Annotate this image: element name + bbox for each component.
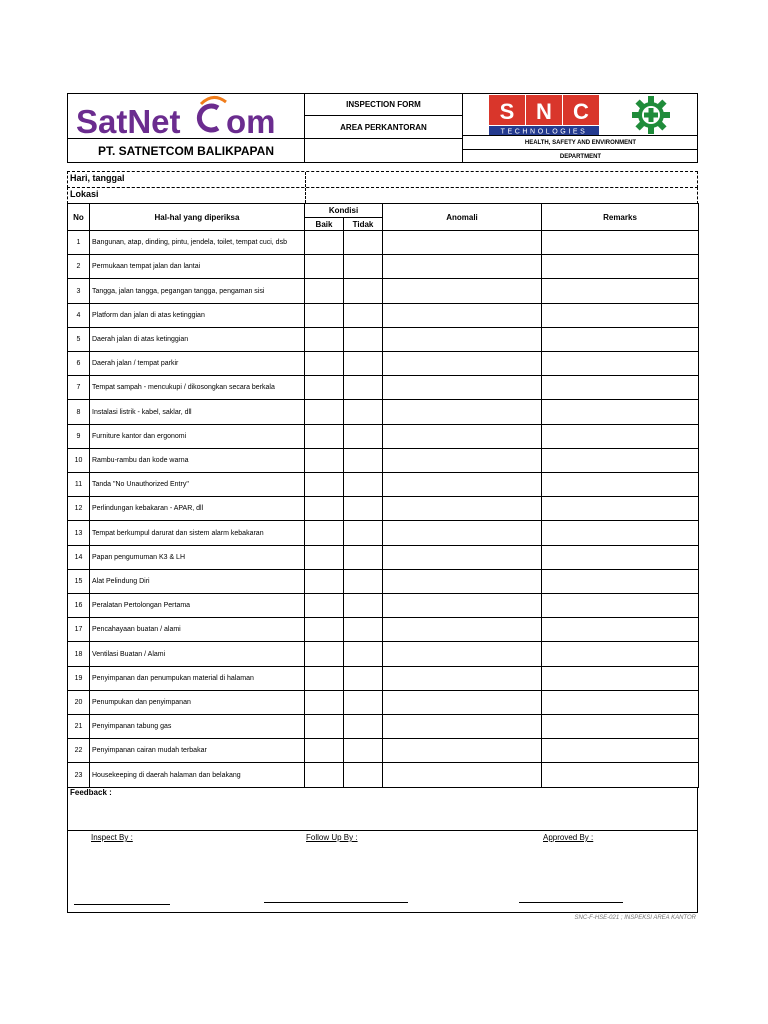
- row-number: 11: [68, 473, 90, 497]
- svg-text:SatNet: SatNet: [76, 103, 181, 138]
- row-item: Pencahayaan buatan / alami: [90, 618, 305, 642]
- svg-text:TECHNOLOGIES: TECHNOLOGIES: [500, 128, 588, 135]
- bad-checkbox-cell[interactable]: [344, 473, 383, 497]
- bad-checkbox-cell[interactable]: [344, 255, 383, 279]
- table-row: [68, 255, 699, 279]
- good-checkbox-cell[interactable]: [305, 448, 344, 472]
- row-item: Perlindungan kebakaran - APAR, dll: [90, 497, 305, 521]
- row-number: 5: [68, 327, 90, 351]
- good-checkbox-cell[interactable]: [305, 521, 344, 545]
- inspection-table: [67, 203, 699, 788]
- snc-letter-n: N: [536, 99, 552, 124]
- bad-checkbox-cell[interactable]: [344, 545, 383, 569]
- inspect-signature-line[interactable]: [74, 904, 170, 905]
- gear-cross-icon: [623, 95, 679, 135]
- table-row: [68, 279, 699, 303]
- row-item: Tangga, jalan tangga, pegangan tangga, pengaman sisi: [90, 279, 305, 303]
- bad-checkbox-cell[interactable]: [344, 448, 383, 472]
- bad-checkbox-cell[interactable]: [344, 666, 383, 690]
- good-checkbox-cell[interactable]: [305, 424, 344, 448]
- anomaly-cell[interactable]: [383, 376, 542, 400]
- hse-label: HEALTH, SAFETY AND ENVIRONMENT: [462, 136, 698, 150]
- table-row: [68, 666, 699, 690]
- table-row: [68, 642, 699, 666]
- good-checkbox-cell[interactable]: [305, 376, 344, 400]
- anomaly-cell[interactable]: [383, 448, 542, 472]
- row-number: 10: [68, 448, 90, 472]
- row-number: 3: [68, 279, 90, 303]
- anomaly-cell[interactable]: [383, 303, 542, 327]
- anomaly-cell[interactable]: [383, 739, 542, 763]
- form-subtitle: AREA PERKANTORAN: [305, 116, 462, 139]
- good-checkbox-cell[interactable]: [305, 231, 344, 255]
- remarks-cell[interactable]: [542, 473, 699, 497]
- anomaly-cell[interactable]: [383, 594, 542, 618]
- location-divider: [305, 188, 306, 203]
- good-checkbox-cell[interactable]: [305, 594, 344, 618]
- col-no-header: No: [68, 204, 90, 231]
- col-item-header: Hal-hal yang diperiksa: [90, 204, 305, 231]
- good-checkbox-cell[interactable]: [305, 497, 344, 521]
- bad-checkbox-cell[interactable]: [344, 327, 383, 351]
- row-number: 1: [68, 231, 90, 255]
- table-row: [68, 303, 699, 327]
- row-number: 2: [68, 255, 90, 279]
- bad-checkbox-cell[interactable]: [344, 303, 383, 327]
- document-code: SNC-F-HSE-021 ; INSPEKSI AREA KANTOR: [574, 915, 696, 921]
- row-number: 7: [68, 376, 90, 400]
- good-checkbox-cell[interactable]: [305, 618, 344, 642]
- snc-letter-c: C: [573, 99, 589, 124]
- col-remarks-header: Remarks: [542, 204, 699, 231]
- anomaly-cell[interactable]: [383, 231, 542, 255]
- follow-up-signature-line[interactable]: [264, 902, 408, 903]
- follow-up-by-label: Follow Up By :: [306, 833, 358, 842]
- remarks-cell[interactable]: [542, 424, 699, 448]
- date-label: Hari, tanggal: [70, 173, 125, 183]
- row-item: Penyimpanan tabung gas: [90, 715, 305, 739]
- anomaly-cell[interactable]: [383, 642, 542, 666]
- remarks-cell[interactable]: [542, 618, 699, 642]
- row-number: 19: [68, 666, 90, 690]
- bad-checkbox-cell[interactable]: [344, 569, 383, 593]
- row-number: 17: [68, 618, 90, 642]
- remarks-cell[interactable]: [542, 715, 699, 739]
- row-number: 14: [68, 545, 90, 569]
- row-item: Rambu-rambu dan kode warna: [90, 448, 305, 472]
- remarks-cell[interactable]: [542, 739, 699, 763]
- row-item: Daerah jalan di atas ketinggian: [90, 327, 305, 351]
- snc-logo-cell: [462, 94, 698, 136]
- good-checkbox-cell[interactable]: [305, 400, 344, 424]
- row-item: Penumpukan dan penyimpanan: [90, 690, 305, 714]
- row-number: 16: [68, 594, 90, 618]
- row-number: 20: [68, 690, 90, 714]
- row-item: Permukaan tempat jalan dan lantai: [90, 255, 305, 279]
- table-row: [68, 231, 699, 255]
- row-item: Tanda "No Unauthorized Entry": [90, 473, 305, 497]
- anomaly-cell[interactable]: [383, 569, 542, 593]
- remarks-cell[interactable]: [542, 763, 699, 787]
- anomaly-cell[interactable]: [383, 473, 542, 497]
- bad-checkbox-cell[interactable]: [344, 279, 383, 303]
- feedback-section: [67, 787, 698, 913]
- remarks-cell[interactable]: [542, 400, 699, 424]
- anomaly-cell[interactable]: [383, 618, 542, 642]
- anomaly-cell[interactable]: [383, 690, 542, 714]
- date-divider: [305, 172, 306, 187]
- table-row: [68, 618, 699, 642]
- snc-technologies-logo: [489, 95, 601, 135]
- good-checkbox-cell[interactable]: [305, 279, 344, 303]
- col-bad-header: Tidak: [344, 218, 383, 231]
- bad-checkbox-cell[interactable]: [344, 763, 383, 787]
- anomaly-cell[interactable]: [383, 497, 542, 521]
- form-title: INSPECTION FORM: [305, 94, 462, 116]
- row-item: Tempat berkumpul darurat dan sistem alarm kebakaran: [90, 521, 305, 545]
- good-checkbox-cell[interactable]: [305, 303, 344, 327]
- good-checkbox-cell[interactable]: [305, 739, 344, 763]
- row-item: Furniture kantor dan ergonomi: [90, 424, 305, 448]
- form-header: [67, 93, 698, 163]
- row-number: 6: [68, 352, 90, 376]
- satnetcom-logo: [68, 94, 304, 138]
- good-checkbox-cell[interactable]: [305, 545, 344, 569]
- bad-checkbox-cell[interactable]: [344, 376, 383, 400]
- remarks-cell[interactable]: [542, 594, 699, 618]
- good-checkbox-cell[interactable]: [305, 642, 344, 666]
- remarks-cell[interactable]: [542, 279, 699, 303]
- anomaly-cell[interactable]: [383, 521, 542, 545]
- svg-text:om: om: [226, 103, 276, 138]
- row-item: Penyimpanan cairan mudah terbakar: [90, 739, 305, 763]
- good-checkbox-cell[interactable]: [305, 666, 344, 690]
- row-item: Papan pengumuman K3 & LH: [90, 545, 305, 569]
- approved-signature-line[interactable]: [519, 902, 623, 903]
- remarks-cell[interactable]: [542, 376, 699, 400]
- remarks-cell[interactable]: [542, 642, 699, 666]
- feedback-divider: [68, 830, 697, 831]
- table-row: [68, 327, 699, 351]
- bad-checkbox-cell[interactable]: [344, 642, 383, 666]
- table-row: [68, 594, 699, 618]
- approved-by-label: Approved By :: [543, 833, 594, 842]
- table-row: [68, 545, 699, 569]
- anomaly-cell[interactable]: [383, 715, 542, 739]
- remarks-cell[interactable]: [542, 521, 699, 545]
- anomaly-cell[interactable]: [383, 327, 542, 351]
- bad-checkbox-cell[interactable]: [344, 715, 383, 739]
- table-row: [68, 763, 699, 787]
- inspect-by-label: Inspect By :: [91, 833, 133, 842]
- table-row: [68, 569, 699, 593]
- row-item: Tempat sampah - mencukupi / dikosongkan secara berkala: [90, 376, 305, 400]
- anomaly-cell[interactable]: [383, 545, 542, 569]
- anomaly-cell[interactable]: [383, 255, 542, 279]
- anomaly-cell[interactable]: [383, 352, 542, 376]
- good-checkbox-cell[interactable]: [305, 715, 344, 739]
- col-anomaly-header: Anomali: [383, 204, 542, 231]
- table-row: [68, 352, 699, 376]
- remarks-cell[interactable]: [542, 352, 699, 376]
- row-item: Ventilasi Buatan / Alami: [90, 642, 305, 666]
- bad-checkbox-cell[interactable]: [344, 231, 383, 255]
- table-row: [68, 376, 699, 400]
- remarks-cell[interactable]: [542, 231, 699, 255]
- table-row: [68, 497, 699, 521]
- row-number: 15: [68, 569, 90, 593]
- row-number: 12: [68, 497, 90, 521]
- bad-checkbox-cell[interactable]: [344, 424, 383, 448]
- location-label: Lokasi: [70, 189, 99, 199]
- table-row: [68, 400, 699, 424]
- row-item: Platform dan jalan di atas ketinggian: [90, 303, 305, 327]
- location-row: [67, 187, 698, 204]
- table-row: [68, 424, 699, 448]
- anomaly-cell[interactable]: [383, 279, 542, 303]
- good-checkbox-cell[interactable]: [305, 569, 344, 593]
- remarks-cell[interactable]: [542, 497, 699, 521]
- row-item: Peralatan Pertolongan Pertama: [90, 594, 305, 618]
- table-row: [68, 521, 699, 545]
- row-number: 23: [68, 763, 90, 787]
- good-checkbox-cell[interactable]: [305, 473, 344, 497]
- bad-checkbox-cell[interactable]: [344, 521, 383, 545]
- row-item: Bangunan, atap, dinding, pintu, jendela, toilet, tempat cuci, dsb: [90, 231, 305, 255]
- form-blank-cell: [305, 139, 462, 163]
- row-number: 8: [68, 400, 90, 424]
- remarks-cell[interactable]: [542, 448, 699, 472]
- table-row: [68, 690, 699, 714]
- row-item: Daerah jalan / tempat parkir: [90, 352, 305, 376]
- bad-checkbox-cell[interactable]: [344, 497, 383, 521]
- department-label: DEPARTMENT: [462, 150, 698, 163]
- date-row: [67, 171, 698, 188]
- table-row: [68, 739, 699, 763]
- row-number: 21: [68, 715, 90, 739]
- row-item: Housekeeping di daerah halaman dan belakang: [90, 763, 305, 787]
- row-item: Penyimpanan dan penumpukan material di halaman: [90, 666, 305, 690]
- row-number: 13: [68, 521, 90, 545]
- good-checkbox-cell[interactable]: [305, 690, 344, 714]
- table-row: [68, 448, 699, 472]
- remarks-cell[interactable]: [542, 690, 699, 714]
- remarks-cell[interactable]: [542, 569, 699, 593]
- row-number: 9: [68, 424, 90, 448]
- remarks-cell[interactable]: [542, 327, 699, 351]
- bad-checkbox-cell[interactable]: [344, 352, 383, 376]
- bad-checkbox-cell[interactable]: [344, 400, 383, 424]
- feedback-label: Feedback :: [70, 788, 112, 797]
- table-row: [68, 473, 699, 497]
- anomaly-cell[interactable]: [383, 666, 542, 690]
- row-item: Alat Pelindung Diri: [90, 569, 305, 593]
- good-checkbox-cell[interactable]: [305, 255, 344, 279]
- remarks-cell[interactable]: [542, 255, 699, 279]
- bad-checkbox-cell[interactable]: [344, 618, 383, 642]
- anomaly-cell[interactable]: [383, 763, 542, 787]
- company-name: PT. SATNETCOM BALIKPAPAN: [68, 139, 305, 163]
- anomaly-cell[interactable]: [383, 424, 542, 448]
- good-checkbox-cell[interactable]: [305, 352, 344, 376]
- remarks-cell[interactable]: [542, 545, 699, 569]
- good-checkbox-cell[interactable]: [305, 763, 344, 787]
- row-number: 4: [68, 303, 90, 327]
- row-item: Instalasi listrik - kabel, saklar, dll: [90, 400, 305, 424]
- row-number: 22: [68, 739, 90, 763]
- col-condition-header: Kondisi: [305, 204, 383, 218]
- bad-checkbox-cell[interactable]: [344, 739, 383, 763]
- table-row: [68, 715, 699, 739]
- remarks-cell[interactable]: [542, 666, 699, 690]
- bad-checkbox-cell[interactable]: [344, 690, 383, 714]
- bad-checkbox-cell[interactable]: [344, 594, 383, 618]
- snc-letter-s: S: [499, 99, 515, 124]
- good-checkbox-cell[interactable]: [305, 327, 344, 351]
- row-number: 18: [68, 642, 90, 666]
- col-good-header: Baik: [305, 218, 344, 231]
- anomaly-cell[interactable]: [383, 400, 542, 424]
- satnetcom-logo-cell: [68, 94, 305, 139]
- remarks-cell[interactable]: [542, 303, 699, 327]
